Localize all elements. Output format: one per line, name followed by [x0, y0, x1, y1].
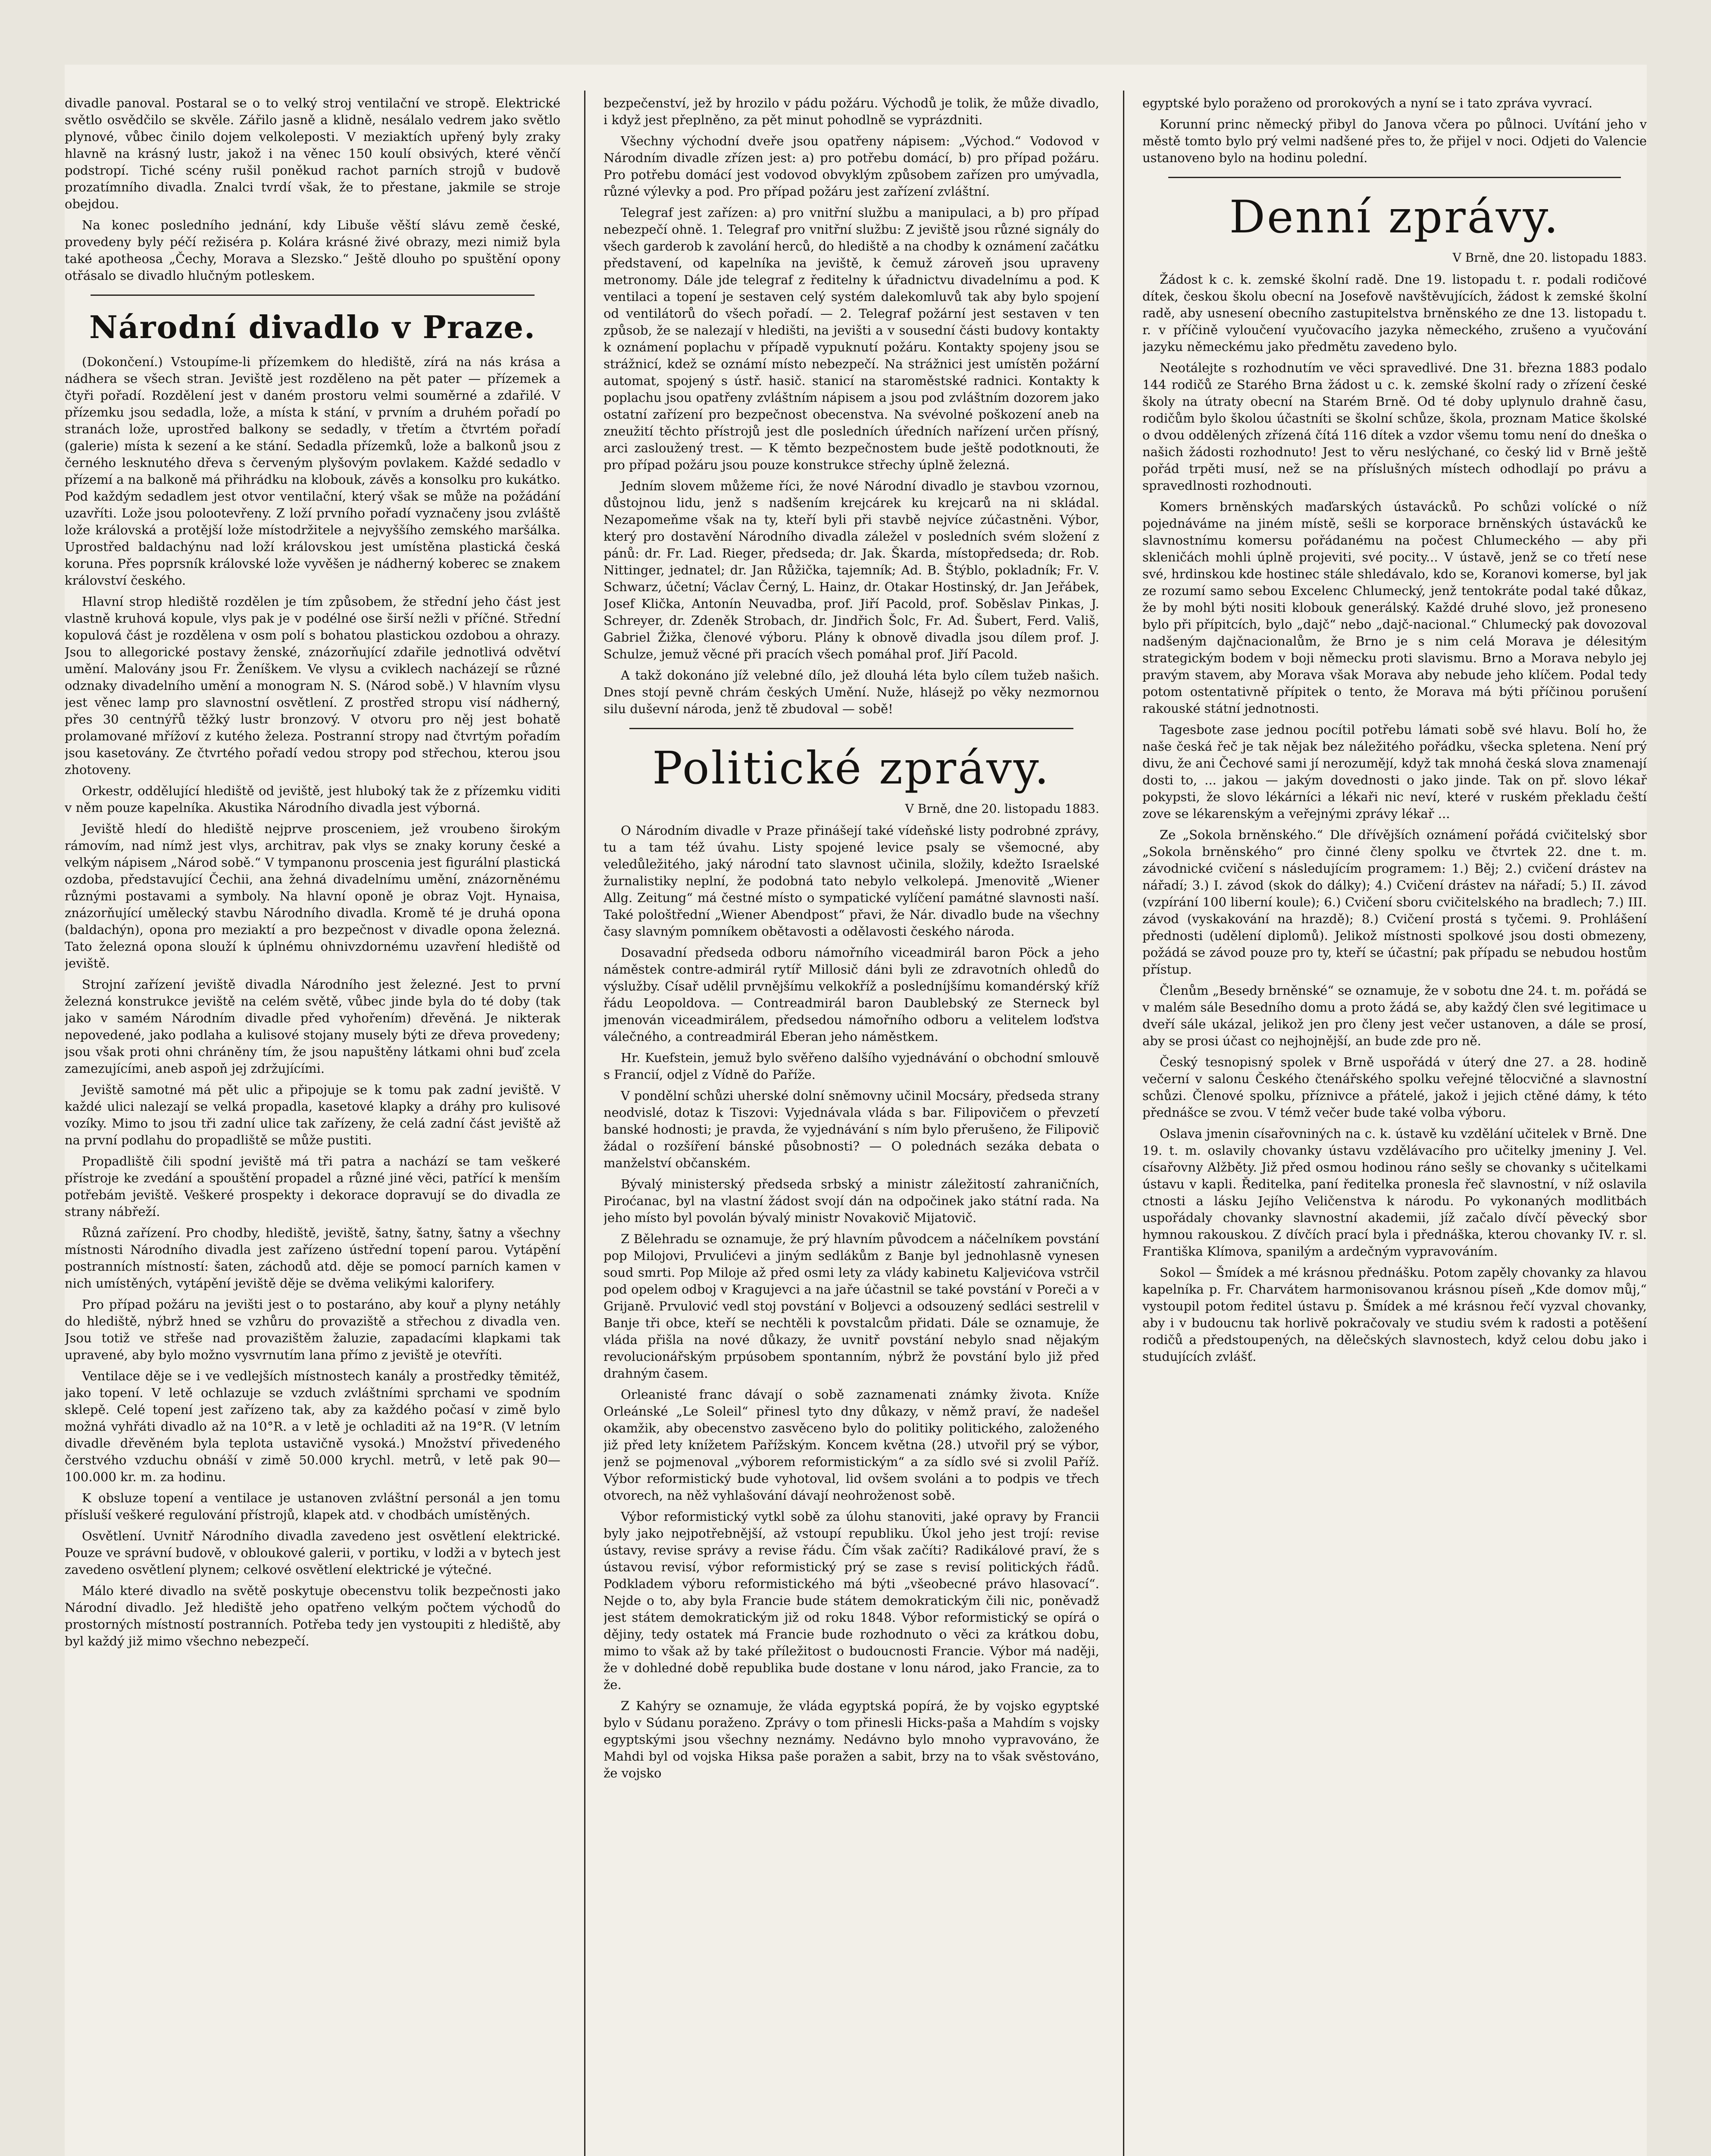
newspaper-page: [65, 65, 1647, 2156]
article-paragraph: Propadliště čili spodní jeviště má tři patra a nachází se tam veškeré přístroje ke zvedání a spouštění propadel a různé jiné věci, patřící k menším potřebám jeviště. Veškeré prospekty i dekorace dopravují se do divadla ze strany nábřeží.: [65, 1154, 560, 1219]
article-paragraph: Strojní zařízení jeviště divadla Národního jest železné. Jest to první železná konstrukce jeviště na celém světě, vůbec jinde byla do té doby (tak jako v samém Národním divadle před vyhořením) dřevěná. Je nikterak nepovedené, jako podlaha a kulisové stojany musely býti ze dřeva provedeny; jsou však proti ohni chráněny tím, že jsou napuštěny látkami ohni buď zcela zamezujícími, aneb aspoň jej zdržujícími.: [65, 977, 560, 1076]
article-title-narodni-divadlo: Národní divadlo v Praze.: [89, 309, 536, 345]
column-rule-1: [584, 91, 585, 2156]
article-paragraph: Orkestr, oddělující hlediště od jeviště, jest hluboký tak že z přízemku viditi v něm pouze kapelníka. Akustika Národního divadla jest výborná.: [65, 783, 560, 815]
column-rule-2: [1123, 91, 1124, 2156]
article-paragraph: bezpečenství, jež by hrozilo v pádu požáru. Východů je tolik, že může divadlo, i když jest přeplněno, za pět minut pohodlně se vyprázdniti.: [604, 96, 1099, 127]
section-title-denni-zpravy: Denní zprávy.: [1229, 191, 1560, 243]
article-paragraph: Málo které divadlo na světě poskytuje obecenstvu tolik bezpečnosti jako Národní divadlo. Jež hlediště jeho opatřeno velkým počtem východů do prostorných místností postranních. Potřeba tedy jen vystoupiti z hlediště, aby byl každý již mimo všechno nebezpečí.: [65, 1583, 560, 1648]
news-item: Výbor reformistický vytkl sobě za úlohu stanoviti, jaké opravy by Francii byly jako nejpotřebnější, až vstoupí republiku. Úkol jeho jest trojí: revise ústavy, revise správy a revise řádu. Čím však začíti? Radikálové praví, že s ústavou revisí, výbor reformistický prý se zase s revisí politických řádů. Podkladem výboru reformistického má býti „všeobecné právo hlasovací“. Nejde o to, aby byla Francie bude státem demokratickým čili nic, poněvadž jest státem demokratickým již od roku 1848. Výbor reformistický se opírá o dějiny, tedy ostatek má Francie bude rozhodnuto o věci za krátkou dobu, mimo to však až by také příležitost o budoucnosti Francie. Výbor má naději, že v dohledné době republika bude dostane v lonu národ, jako Francie, za to že.: [604, 1509, 1099, 1692]
continued-text: divadle panoval. Postaral se o to velký stroj ventilační ve stropě. Elektrické světlo osvědčilo se skvěle. Zářilo jasně a klidně, nesálalo vedrem jako světlo plynové, vůbec činilo dojem velkoleposti. V meziaktích upřený byly zraky hlavně na krásný lustr, jakož i na věnec 150 koulí obsivých, které věnčí podstropí. Tiché scény rušil poněkud rachot parních strojů v budově prozatímního divadla. Znalci tvrdí však, že to přestane, jakmile se stroje obejdou.: [65, 96, 560, 211]
news-item: Komers brněnských maďarských ústavácků. Po schůzi volícké o níž pojednáváme na jiném místě, sešli se korporace brněnských ústavácků ke slavnostnímu komersu pořádanému na počest Chlumeckého — aby při skleničách mohli úplně projeviti, své pocity... V ústavě, jenž se co třetí nese své, hrdinskou kde hostinec stále shledávalo, kdo se, Koranovi komerse, byl jak ze rozumí samo sebou Excelenc Chlumecký, jenž tentokráte podal také důkaz, že by mohl býti nositi klobouk generálský. Každé druhé slovo, jež proneseno bylo při přípitcích, bylo „dajč“ nebo „dajč-nacional.“ Chlumecký pak dovozoval nadšeným dajčnacionalům, že Brno je s nim celá Morava je délesitým strategickým bodem v boji německu proti slavismu. Brno a Morava nebylo jej pravým stavem, aby Morava však Morava aby nebude jeho klíčem. Podal tedy potom ostentativně přípitek o tento, že Morava má býti příčinou porušení rakouské státní jednotnosti.: [1142, 499, 1647, 716]
section-divider: [1168, 177, 1621, 178]
article-paragraph: Osvětlení. Uvnitř Národního divadla zavedeno jest osvětlení elektrické. Pouze ve správní budově, v obloukové galerii, v portiku, v lodži a v bytech jest zavedeno osvětlení plynem; celkové osvětlení elektrické je výtečné.: [65, 1529, 560, 1577]
continued-text-2: Na konec posledního jednání, kdy Libuše věští slávu země české, provedeny byly péčí režiséra p. Kolára krásné živé obrazy, mezi nimiž byla také apotheosa „Čechy, Morava a Slezsko.“ Ještě dlouho po spuštění opony otřásalo se divadlo hlučným potleskem.: [65, 218, 560, 283]
news-item: Dosavadní předseda odboru námořního viceadmirál baron Pöck a jeho náměstek contre-admirál rytíř Millosič dáni byli ze zdravotních ohledů do výslužby. Císař udělil prvnějšímu velkokříž a posledníjšímu komandérský kříž řádu Leopoldova. — Contreadmirál baron Daublebský ze Sterneck byl jmenován viceadmirálem, předsedou námořního odboru a velitelem loďstva válečného, a contreadmirál Eberan jeho náměstkem.: [604, 945, 1099, 1044]
column-1: [65, 95, 560, 2156]
news-item: Neotálejte s rozhodnutím ve věci spravedlivé. Dne 31. března 1883 podalo 144 rodičů ze Starého Brna žádost u c. k. zemské školní rady o zřízení české školy na útraty obecní na Starém Brně. Od té doby uplynulo drahně času, rodičům bylo školou účastníti se školní schůze, škola, proznam Matice školské o dvou oddělených zřízená čítá 116 dítek a vzdor všemu tomu není do dneška o našich žádosti rozhodnuto! Jest to věru neslýchané, co český lid v Brně ještě pořád trpěti musí, než se na příslušných místech odhodlají po právu a spravedlnosti rozhodnouti.: [1142, 360, 1647, 493]
article-paragraph: (Dokončení.) Vstoupíme-li přízemkem do hlediště, zírá na nás krása a nádhera se všech stran. Jeviště jest rozděleno na pět pater — přízemek a čtyři pořadí. Rozdělení jest v daném prostoru velmi souměrné a zdařilé. V přízemku jsou sedadla, lože, a místa k stání, v prvním a druhém pořadí po stranách lože, uprostřed balkony se sedadly, v třetím a čtvrtém pořadí (galerie) místa k sezení a ke stání. Sedadla přízemků, lože a balkonů jsou z černého lesknutého dřeva s červeným plyšovým povlakem. Každé sedadlo v přízemí a na balkoně má přihrádku na klobouk, závěs a konsolku pro kukátko. Pod každým sedadlem jest otvor ventilační, který však se může na požádání uzavříti. Lože jsou polootevřeny. Z loží prvního pořadí vyznačeny jsou zvláště lože královská a protější lože místodržitele a nejvyššího zemského maršálka. Uprostřed baldachýnu nad loží královskou jest umístěna plastická česká koruna. Přes poprsník královské lože vyvěšen je nádherný koberec se znakem království českého.: [65, 354, 560, 588]
article-paragraph: Různá zařízení. Pro chodby, hlediště, jeviště, šatny, šatny, šatny a všechny místnosti Národního divadla jest zařízeno ústřední topení parou. Vytápění postranních místností: šaten, záchodů atd. děje se pomocí parních kamen v nich umístěných, vytápění jeviště děje se dvěma velikými kalorifery.: [65, 1225, 560, 1291]
news-item: Hr. Kuefstein, jemuž bylo svěřeno dalšího vyjednávání o obchodní smlouvě s Francií, odjel z Vídně do Paříže.: [604, 1050, 1099, 1082]
news-item: Korunní princ německý přibyl do Janova včera po půlnoci. Uvítání jeho v městě tomto bylo prý velmi nadšené přes to, že přijel v noci. Odjeti do Valencie ustanoveno bylo na hodinu polední.: [1142, 117, 1647, 165]
dateline: V Brně, dne 20. listopadu 1883.: [1452, 251, 1647, 265]
article-paragraph: Jeviště hledí do hlediště nejprve prosceniem, jež vroubeno širokým rámovím, nad nímž jest vlys, architrav, pak vlys se znaky koruny české a velkým nápisem „Národ sobě.“ V tympanonu prosceniа jest figurální plastická ozdoba, představující Čechii, ana žehná divadelnímu umění, znázorněnému různými postavami a symboly. Na hlavní oponě je obraz Vojt. Hynaisa, znázorňující umělecký stavbu Národního divadla. Kromě té je druhá opona (baldachýn), opona pro meziaktí a pro bezpečnost v divadle opona železná. Tato železná opona slouží k úplnému ohnivzdornému uzavření hlediště od jeviště.: [65, 821, 560, 971]
news-item: Bývalý ministerský předseda srbský a ministr záležitostí zahraničních, Piroćanac, byl na vlastní žádost svojí dán na odpočinek jako státní rada. Na jeho místo byl povolán bývalý ministr Novakovič Mijatovič.: [604, 1177, 1099, 1225]
news-item: Orleanisté franc dávají o sobě zaznamenati známky života. Kníže Orleánské „Le Soleil“ přinesl tyto dny důkazy, v němž praví, že nadešel okamžik, aby obecenstvo zasvěceno bylo do politiky politického, založeného již před lety knížetem Pařížským. Koncem května (28.) utvořil prý se výbor, jenž se pojmenoval „výborem reformistickým“ a za sídlo své si zvolil Paříž. Výbor reformistický bude vyhotoval, lid ovšem svoláni a to podpis ve třech otvorech, na něž vyhlašování dávají neohroženost sobě.: [604, 1387, 1099, 1503]
news-item: Oslava jmenin císařovniných na c. k. ústavě ku vzdělání učitelek v Brně. Dne 19. t. m. oslavily chovanky ústavu vzdělávacího pro učitelky jmeniny J. Vel. císařovny Alžběty. Již před osmou hodinou ráno sešly se chovanky s učitelkami ústavu v kapli. Ředitelka, paní ředitelka pronesla řeč slavnostní, v níž oslavila ctnosti a lásku Jejího Veličenstva k národu. Po vykonaných modlitbách uspořádaly chovanky slavnostní akademii, jíž začalo dívčí pěvecký sbor hymnou rakouskou. Z dívčích prací byla i přednáška, kterou chovanky IV. r. sl. Františka Klímova, spanilým a ardečným vypravováním.: [1142, 1126, 1647, 1259]
news-item: Sokol — Šmídek a mé krásnou přednášku. Potom zapěly chovanky za hlavou kapelníka p. Fr. Charvátem harmonisovanou krásnou píseň „Kde domov můj,“ vystoupil potom ředitel ústavu p. Šmídek a mé krásnou řečí vyzval chovanky, aby i v budoucnu tak horlivě pokračovaly ve studiu svém k radosti a potěšení rodičů a předstoupených, na dělečských slavnostech, když celou dobu jako i studujících zvlášť.: [1142, 1265, 1647, 1364]
article-paragraph: Pro případ požáru na jevišti jest o to postaráno, aby kouř a plyny netáhly do hlediště, nýbrž hned se vzhůru do provaziště a střechou z divadla ven. Jsou totiž ve střeše nad provazištěm žaluzie, zapadacími klapkami tak upravené, aby bylo možno vysvrnutím lana přímo z jeviště je otevříti.: [65, 1297, 560, 1362]
news-item: Členům „Besedy brněnské“ se oznamuje, že v sobotu dne 24. t. m. pořádá se v malém sále Besedního domu a proto žádá se, aby každý člen své legitimace u dveří sále ukázal, jelikož jen pro členy jest večer ustanoven, a dále se prosí, aby se prosi účast co nejhojnější, an bude zde pro ně.: [1142, 983, 1647, 1048]
news-item: Z Bělehradu se oznamuje, že prý hlavním původcem a náčelníkem povstání pop Milojovi, Prvulićevi a jiným sedlákům z Banje byl jednohlasně vynesen soud smrti. Pop Miloje až před osmi lety za vlády kabinetu Kaljevićova vstrčil pod opelem odboj v Kragujevci a na jaře účastnil se také povstání v Poreči a v Grijaně. Prvulović vedl stoj povstání v Boljevci a odsouzený sedláci sestrelil v Banje tři obce, kteří se nechtěli k povstalcům přidati. Dále se oznamuje, že vláda přišla na nové důkazy, že uvnitř povstání nebylo snad nějakým revolucionářským prpúsobem spontanním, nýbrž že povstání bylo již před drahným časem.: [604, 1232, 1099, 1381]
article-paragraph: Hlavní strop hlediště rozdělen je tím způsobem, že střední jeho část jest vlastně kruhová kopule, vlys pak je v podélné ose širší nežli v příčné. Střední kopulová část je rozdělena v osm polí s bohatou plastickou ozdobou a ohrazy. Jsou to allegorické postavy ženské, znázorňující zdařile jednotlivá odvětví umění. Malovány jsou Fr. Ženíškem. Ve vlysu a cviklech nacházejí se různé odznaky divadelního umění a monogram N. S. (Národ sobě.) V hlavním vlysu jest věnec lamp pro slavnostní osvětlení. Z prostřed stropu visí nádherný, přes 30 centnýřů těžký lustr bronzový. V otvoru pro něj jest bohatě prolamované mřížoví z kutého železa. Postranní stropy nad čtvrtým pořadím jsou kasetovány. Ze čtvrtého pořadí vedou stropy pod střechou, kterou jsou zhotoveny.: [65, 594, 560, 777]
article-paragraph: Telegraf jest zařízen: a) pro vnitřní službu a manipulaci, a b) pro případ nebezpečí ohně. 1. Telegraf pro vnitřní službu: Z jeviště jsou různé signály do všech garderob k zavolání herců, do hlediště a na chodby k oznámení začátku představení, od kapelníka na jeviště, k čemuž zároveň jsou upraveny metronomy. Dále jde telegraf z ředitelny k úřadnictvu divadelnímu a pod. K ventilaci a topení je sestaven celý systém dalekomluvů tak aby bylo spojení od ventilátorů do všech pořadí. — 2. Telegraf požární jest sestaven v ten způsob, že se nalezají v hledišti, na jevišti a v sousední části budovy kontakty k oznámení poplachu v případě vypuknutí požáru. Kontakty spojeny jsou se strážnicí, kdež se oznámí místo nebezpečí. Na strážnici jest umístěn požární automat, spojený s ústř. hasič. stanicí na staroměstské radnici. Kontakty k poplachu jsou opatřeny zvláštním nápisem a jsou pod zvláštním dozorem jako ostatní zařízení pro bezpečnost obecenstva. Na svévolné poškození aneb na zneužití těchto přístrojů jest dle posledních úředních nařízení určen přísný, arci zasloužený trest. — K těmto bezpečnostem bude ještě podotknouti, že pro případ požáru jsou pouze konstrukce střechy úplně železná.: [604, 205, 1099, 472]
column-2: [604, 95, 1099, 2156]
news-item: O Národním divadle v Praze přinášejí také vídeňské listy podrobné zprávy, tu a tam též úvahu. Listy spojené levice psaly se všemocné, aby veledůležitého, jaký národní tato slavnost učinila, složily, kdežto Israelské žurnalistiky neplní, že podobná tato nebylo velkolepá. Jmenovitě „Wiener Allg. Zeitung“ má čestné místo o sympatické vylíčení památné slavnosti naší. Také pološtřední „Wiener Abendpost“ přavi, že Nár. divadlo bude na všechny časy slavným pomníkem obětavosti a odělavosti českého národa.: [604, 823, 1099, 939]
section-divider: [91, 295, 535, 296]
article-paragraph: Všechny východní dveře jsou opatřeny nápisem: „Východ.“ Vodovod v Národním divadle zřízen jest: a) pro potřebu domácí, b) pro případ požáru. Pro potřebu domácí jest vodovod obvyklým způsobem zařízen pro umývadla, různé výlevky a pod. Pro případ požáru jest zařízení zvláštní.: [604, 134, 1099, 199]
article-paragraph: Jedním slovem můžeme říci, že nové Národní divadlo je stavbou vzornou, důstojnou lidu, jenž s nadšením krejcárek ku krejcarů na ni skládal. Nezapomeňme však na ty, kteří byli při stavbě nejvíce zúčastněni. Výbor, který pro dostavění Národního divadla záležel v posledních svém složení z pánů: dr. Fr. Lad. Rieger, předseda; dr. Jak. Škarda, místopředseda; dr. Rob. Nittinger, jednatel; dr. Jan Růžička, tajemník; Ad. B. Štýblo, pokladník; Fr. V. Schwarz, účetní; Václav Černý, L. Hainz, dr. Otakar Hostinský, dr. Jan Jeřábek, Josef Klička, Antonín Neuvadba, prof. Jiří Pacold, prof. Soběslav Pinkas, J. Schreyer, dr. Zdeněk Strobach, dr. Jindřich Šolc, Fr. Ad. Šubert, Ferd. Vališ, Gabriel Žižka, členové výboru. Plány k obnově divadla jsou dílem prof. J. Schulze, jemuž věcné při pracích všech pomáhal prof. Jiří Pacold.: [604, 479, 1099, 661]
dateline: V Brně, dne 20. listopadu 1883.: [905, 802, 1099, 816]
section-title-politicke-zpravy: Politické zprávy.: [652, 742, 1051, 794]
article-paragraph: Jeviště samotné má pět ulic a připojuje se k tomu pak zadní jeviště. V každé ulici nalezají se velká propadla, kasetové klapky a dráhy pro kulisové vozíky. Mimo to jsou tři zadní ulice tak zařízeny, že celá zadní část jeviště až na první podlahu do propadliště se může pustiti.: [65, 1082, 560, 1147]
news-item: Ze „Sokola brněnského.“ Dle dřívějších oznámení pořádá cvičitelský sbor „Sokola brněnského“ pro činné členy spolku ve čtvrtek 22. dne t. m. závodnické cvičení s následujícím programem: 1.) Běj; 2.) cvičení drástev na nářadí; 3.) I. závod (skok do dálky); 4.) Cvičení drástev na nářadí; 5.) II. závod (vzpírání 100 liberní koule); 6.) Cvičení sboru cvičitelského na bradlech; 7.) III. závod (vyskakování na hrazdě); 8.) Cvičení prostá s tyčemi. 9. Prohlášení přednosti (udělení diplomů). Jelikož místnosti spolkové jsou dosti obmezeny, požádá se závod pouze pro ty, kteří se účastní; pak případu se nebudou hostům přístup.: [1142, 827, 1647, 977]
news-item: Z Kahýry se oznamuje, že vláda egyptská popírá, že by vojsko egyptské bylo v Súdanu poraženo. Zprávy o tom přinesli Hicks-paša a Mahdím s vojsky egyptskými jsou všechny neznámy. Nedávno bylo mnoho vypravováno, že Mahdi byl od vojska Hiksa paše poražen a sabit, brzy na to však svěstováno, že vojsko: [604, 1698, 1099, 1780]
news-item: Tagesbote zase jednou pocítil potřebu lámati sobě své hlavu. Bolí ho, že naše česká řeč je tak nějak bez náležitého pořádku, všecka spletena. Není prý divu, že ani Čechové sami jí nerozumějí, když tak mnohá česká slova znamenají dosti to, ... jakou — jakým dovednosti o jako jinde. Tak on př. slovo lékař pokypsti, že slovo lékárníci a lékaři nic neví, které v ruském překladu čeští zove se lékarenským a veřejnými zprávy lékař ...: [1142, 722, 1647, 821]
article-paragraph: K obsluze topení a ventilace je ustanoven zvláštní personál a jen tomu přísluší veškeré regulování přístrojů, klapek atd. v chodbách umístěných.: [65, 1491, 560, 1522]
section-divider: [629, 728, 1073, 729]
column-3: [1142, 95, 1647, 2156]
article-paragraph: Ventilace děje se i ve vedlejších místnostech kanály a prostředky těmitéž, jako topení. V letě ochlazuje se vzduch zvláštními sprchami ve spodním sklepě. Celé topení jest zařízeno tak, aby za každého počasí v zimě bylo možná vyhřáti divadlo až na 10°R. a v letě je ochladiti až na 19°R. (V letním divadle dřevěném byla teplota ustavičně vysoká.) Množství přivedeného čerstvého vzduchu obnáší v zimě 50.000 krychl. metrů, v letě pak 90—100.000 kr. m. za hodinu.: [65, 1369, 560, 1484]
news-item: Český tesnopisný spolek v Brně uspořádá v úterý dne 27. a 28. hodině večerní v salonu Českého čtenářského spolku veřejné tělocvičné a slavnostní schůzi. Členové spolku, příznivce a přátelé, jakož i jejich ctěné dámy, k této přednášce se zvou. V témž večer bude také volba výboru.: [1142, 1055, 1647, 1120]
article-paragraph: A takž dokonáno jíž velebné dílo, jež dlouhá léta bylo cílem tužeb našich. Dnes stojí pevně chrám českých Umění. Nuže, hlásejž po věky nezmornou silu duševní národa, jenž tě zbudoval — sobě!: [604, 668, 1099, 716]
news-item: V pondělní schůzi uherské dolní sněmovny učinil Mocsáry, předseda strany neodvislé, dotaz k Tiszovi: Vyjednávala vláda s bar. Filipovičem o převzetí banské hodnosti; je pravda, že vyjednávání s ním bylo přerušeno, že Filipovič žádal o rozšíření bánské působnosti? — O polednách sezáka debata o manželství občanském.: [604, 1088, 1099, 1170]
news-item: Žádost k c. k. zemské školní radě. Dne 19. listopadu t. r. podali rodičové dítek, českou školu obecní na Josefově navštěvujících, žádost k zemské školní radě, aby usnesení obecního zastupitelstva brněnského ze dne 13. listopadu t. r. v příčině vyloučení vyučovacího jazyka německého, zrušeno a vyučování jazyku německému jako předmětu zavedeno bylo.: [1142, 272, 1647, 354]
news-item: egyptské bylo poraženo od prorokových a nyní se i tato zpráva vyvrací.: [1142, 96, 1593, 110]
